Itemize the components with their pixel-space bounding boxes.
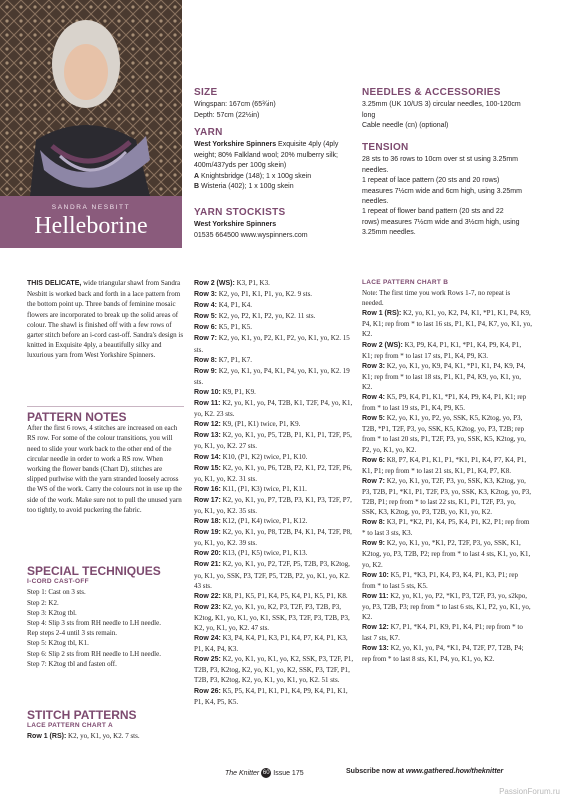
pattern-row: Row 10: K9, P1, K9. [194, 387, 256, 396]
step-line: Step 7: K2tog tbl and fasten off. [27, 659, 117, 668]
designer-name: SANDRA NESBITT [51, 204, 131, 211]
pattern-row: Row 6: K8, P7, K4, P1, K1, P1, *K1, P1, K4, P7, K4, P1, K1, P1; rep from * to last 21 sts, K1, P1, K4, P7, K8. [362, 455, 527, 475]
step-line: Step 4: Slip 3 sts from RH needle to LH needle. [27, 619, 161, 628]
pattern-row: Row 16: K11, (P1, K3) twice, P1, K11. [194, 484, 307, 493]
pattern-row: Row 7: K2, yo, K1, yo, P2, K1, P2, yo, K1, yo, K2. 15 sts. [194, 334, 350, 354]
chart-b-rows [362, 278, 532, 664]
tension-line: 1 repeat of flower band pattern (20 sts and 22 rows) measures 7½cm wide and 3½cm high, using 3.25mm needles. [362, 208, 520, 237]
subscribe-lead: Subscribe now at [346, 768, 404, 775]
pattern-row: Row 17: K2, yo, K1, yo, P7, T2B, P3, K1, P3, T2F, P7, yo, K1, yo, K2. 35 sts. [194, 495, 352, 515]
pattern-row: Row 8: K3, P1, *K2, P1, K4, P5, K4, P1, K2, P1; rep from * to last 3 sts, K3. [362, 518, 530, 538]
issue-number: Issue 175 [273, 769, 304, 777]
yarn-heading: YARN [194, 127, 223, 138]
needles-line: 3.25mm (UK 10/US 3) circular needles, 100-120cm long [362, 101, 521, 119]
pattern-row: Row 2 (WS): K3, P1, K3. [194, 279, 270, 287]
page-footer [225, 768, 304, 778]
chart-a-subheading: LACE PATTERN CHART A [27, 722, 114, 730]
pattern-row: Row 4: K5, P9, K4, P1, K1, *P1, K4, P9, K4, P1, K1; rep from * to last 19 sts, P1, K4, P9, K5. [362, 393, 527, 413]
tension-line: 28 sts to 36 rows to 10cm over st st using 3.25mm needles. [362, 156, 519, 174]
pattern-row: Row 20: K13, (P1, K5) twice, P1, K13. [194, 549, 308, 558]
magazine-name: The Knitter [225, 769, 260, 777]
pattern-row: Row 23: K2, yo, K1, yo, K2, P3, T2F, P3, T2B, P3, K2tog, K1, yo, K1, yo, K1, SSK, P3, T2F, P3, T2B, P3, K2, yo, K1, yo, K2. 47 sts. [194, 602, 350, 632]
pattern-row: Row 1 (RS): K2, yo, K1, yo, K2. 7 sts. [27, 732, 140, 741]
pattern-row: Row 9: K2, yo, K1, yo, P4, K1, P4, yo, K1, yo, K2. 19 sts. [194, 366, 350, 386]
pattern-row: Row 7: K2, yo, K1, yo, T2F, P3, yo, SSK, K3, K2tog, yo, P3, T2B, P1, *K1, P1, T2F, P3, yo, SSK, K3, K2tog, yo, P3, T2B, P1; rep from * to last 22 sts, K1, P1, T2F, P3, yo, SSK, K3, K2tog, yo, P3, T2B, yo, K1, yo, K2. [362, 476, 531, 517]
chart-b-note: Note: The first time you work Rows 1-7, no repeat is needed. [362, 289, 511, 308]
step-line: Step 5: K2tog tbl, K1. [27, 639, 89, 648]
pattern-row: Row 15: K2, yo, K1, yo, P6, T2B, P2, K1, P2, T2F, P6, yo, K1, yo, K2. 31 sts. [194, 463, 352, 483]
pattern-row: Row 4: K4, P1, K4. [194, 301, 252, 310]
pattern-notes-section [27, 412, 184, 515]
pattern-row: Row 6: K5, P1, K5. [194, 323, 252, 332]
pattern-row: Row 21: K2, yo, K1, yo, P2, T2F, P5, T2B, P3, K2tog, yo, K1, yo, SSK, P3, T2F, P5, T2B, P2, yo, K1, yo, K2. 43 sts. [194, 560, 350, 590]
watermark: PassionForum.ru [499, 787, 560, 796]
yarn-brand: West Yorkshire Spinners [194, 141, 277, 149]
divider [27, 406, 184, 407]
yarn-shade-a: A Knightsbridge (148); 1 x 100g skein [194, 172, 312, 180]
pattern-row: Row 26: K5, P5, K4, P1, K1, P1, K4, P9, K4, P1, K1, P1, K4, P5, K5. [194, 686, 348, 706]
pattern-row: Row 11: K2, yo, K1, yo, P4, T2B, K1, T2F, P4, yo, K1, yo, K2. 23 sts. [194, 399, 353, 419]
pattern-row: Row 10: K5, P1, *K3, P1, K4, P3, K4, P1, K3, P1; rep from * to last 5 sts, K5. [362, 570, 518, 590]
stitch-patterns-heading: STITCH PATTERNS [27, 708, 137, 722]
intro-paragraph: THIS DELICATE, wide triangular shawl from Sandra Nesbitt is worked back and forth in a lace pattern from the bottom point up. Three bands of feminine mosaic flowers are incorporated to break up the solid areas of colour. The shawl is finished off with a few rows of garter stitch before an i-cord cast-off. Sandra's design is knitted in Exquisite 4ply, a beautifully silky and luxurious yarn from West Yorkshire Spinners. [27, 279, 184, 360]
chart-b-subheading: LACE PATTERN CHART B [362, 279, 449, 286]
pattern-row: Row 13: K2, yo, K1, yo, P5, T2B, P1, K1, P1, T2F, P5, yo, K1, yo, K2. 27 sts. [194, 431, 352, 451]
pattern-row: Row 12: K7, P1, *K4, P1, K9, P1, K4, P1; rep from * to last 7 sts, K7. [362, 623, 523, 643]
needles-section [362, 88, 522, 132]
cover-photo [0, 0, 182, 196]
pattern-row: Row 8: K7, P1, K7. [194, 355, 252, 364]
size-section [194, 88, 354, 121]
needles-heading: NEEDLES & ACCESSORIES [362, 87, 501, 98]
pattern-row: Row 19: K2, yo, K1, yo, P8, T2B, P4, K1, P4, T2F, P8, yo, K1, yo, K2. 39 sts. [194, 528, 352, 548]
tension-heading: TENSION [362, 142, 409, 153]
special-techniques-section [27, 566, 184, 669]
size-line: Wingspan: 167cm (65¾in) [194, 101, 276, 109]
tension-line: 1 repeat of lace pattern (20 sts and 20 rows) measures 7½cm wide and 6cm high, using 3.25mm needles. [362, 177, 522, 206]
stitch-patterns-section [27, 710, 184, 743]
subscribe-link[interactable]: www.gathered.how/theknitter [405, 768, 504, 775]
step-line: Step 3: K2tog tbl. [27, 608, 77, 617]
pattern-row: Row 11: K2, yo, K1, yo, P2, *K1, P3, T2F, P3, yo, s2kpo, yo, P3, T2B, P3; rep from * to last 6 sts, K1, P2, yo, K1, yo, K2. [362, 591, 531, 621]
pattern-title: Helleborine [34, 213, 148, 239]
chart-a-rows [194, 278, 354, 707]
pattern-row: Row 18: K12, (P1, K4) twice, P1, K12. [194, 517, 308, 526]
pattern-row: Row 5: K2, yo, P2, K1, P2, yo, K2. 11 sts. [194, 312, 316, 321]
pattern-row: Row 22: K8, P1, K5, P1, K4, P5, K4, P1, K5, P1, K8. [194, 591, 348, 600]
pattern-row: Row 3: K2, yo, P1, K1, P1, yo, K2. 9 sts. [194, 290, 313, 299]
stockist-name: West Yorkshire Spinners [194, 221, 277, 229]
page-number: 60 [262, 770, 270, 776]
pattern-row: Row 24: K3, P4, K4, P1, K3, P1, K4, P7, K4, P1, K3, P1, K4, P4, K3. [194, 634, 348, 654]
intro-lead: THIS DELICATE, [27, 280, 82, 287]
special-techniques-heading: SPECIAL TECHNIQUES [27, 564, 161, 578]
subscribe-footer [346, 768, 503, 775]
pattern-row: Row 1 (RS): K2, yo, K1, yo, K2, P4, K1, *P1, K1, P4, K9, P4, K1; rep from * to last 16 sts, P1, K1, P4, K7, yo, K1, yo, K2. [362, 309, 532, 339]
pattern-notes-text: After the first 6 rows, 4 stitches are increased on each RS row. For some of the colour transitions, you will need to slide your work back to the other end of the circular needle in order to work a RS row. When working the flower bands (Chart D), stitches are slipped purlwise with the yarn stranded loosely across the WS of the work. Carry the colours not in use up the side of the work. Make sure not to pull the unused yarn too tightly, to avoid puckering the fabric. [27, 424, 182, 514]
step-line: Step 2: K2. [27, 598, 59, 607]
pattern-row: Row 25: K2, yo, K1, yo, K1, yo, K2, SSK, P3, T2F, P1, T2B, P3, K2tog, K2, yo, K1, yo, K2, SSK, P3, T2F, P1, T2B, P3, K2tog, K2, yo, K1, yo, K1, yo, K2. 51 sts. [194, 655, 354, 685]
pattern-row: Row 5: K2, yo, K1, yo, P2, yo, SSK, K5, K2tog, yo, P3, T2B, *P1, T2F, P3, yo, SSK, K5, K2tog, yo, P3, T2B; rep from * to last 20 sts, P1, T2F, P3, yo, SSK, K5, K2tog, yo, P2, yo, K1, yo, K2. [362, 414, 526, 454]
step-line: Step 6: Slip 2 sts from RH needle to LH needle. [27, 649, 161, 658]
stockist-contact: 01535 664500 www.wyspinners.com [194, 231, 308, 239]
icord-subheading: I-CORD CAST-OFF [27, 578, 89, 586]
stockists-section [194, 208, 354, 241]
tension-section [362, 143, 522, 239]
pattern-row: Row 9: K2, yo, K1, yo, *K1, P2, T2F, P3, yo, SSK, K1, K2tog, yo, P3, T2B, P2; rep from * to last 4 sts, K1, yo, K1, yo, K2. [362, 539, 531, 569]
title-banner [0, 196, 182, 248]
needles-line: Cable needle (cn) (optional) [362, 122, 449, 130]
step-line: Step 1: Cast on 3 sts. [27, 588, 86, 597]
yarn-shade-b: B Wisteria (402); 1 x 100g skein [194, 183, 294, 191]
yarn-section [194, 128, 356, 192]
yarn-description: West Yorkshire Spinners Exquisite 4ply (4ply weight; 80% Falkland wool; 20% mulberry silk; 400m/437yds per 100g skein) [194, 141, 339, 170]
stockists-heading: YARN STOCKISTS [194, 207, 286, 218]
pattern-row: Row 13: K2, yo, K1, yo, P4, *K1, P4, T2F, P7, T2B, P4; rep from * to last 8 sts, K1, P4, yo, K1, yo, K2. [362, 644, 524, 664]
step-line: Rep steps 2-4 until 3 sts remain. [27, 629, 118, 638]
pattern-row: Row 2 (WS): K3, P9, K4, P1, K1, *P1, K4, P9, K4, P1, K1; rep from * to last 17 sts, P1, K4, P9, K3. [362, 340, 522, 360]
pattern-row: Row 3: K2, yo, K1, yo, K9, P4, K1, *P1, K1, P4, K9, P4, K1; rep from * to last 18 sts, P1, K1, P4, K9, yo, K1, yo, K2. [362, 361, 526, 391]
pattern-row: Row 14: K10, (P1, K2) twice, P1, K10. [194, 452, 308, 461]
pattern-notes-heading: PATTERN NOTES [27, 410, 127, 424]
size-line: Depth: 57cm (22½in) [194, 111, 260, 119]
pattern-row: Row 12: K9, (P1, K1) twice, P1, K9. [194, 420, 301, 429]
size-heading: SIZE [194, 87, 218, 98]
